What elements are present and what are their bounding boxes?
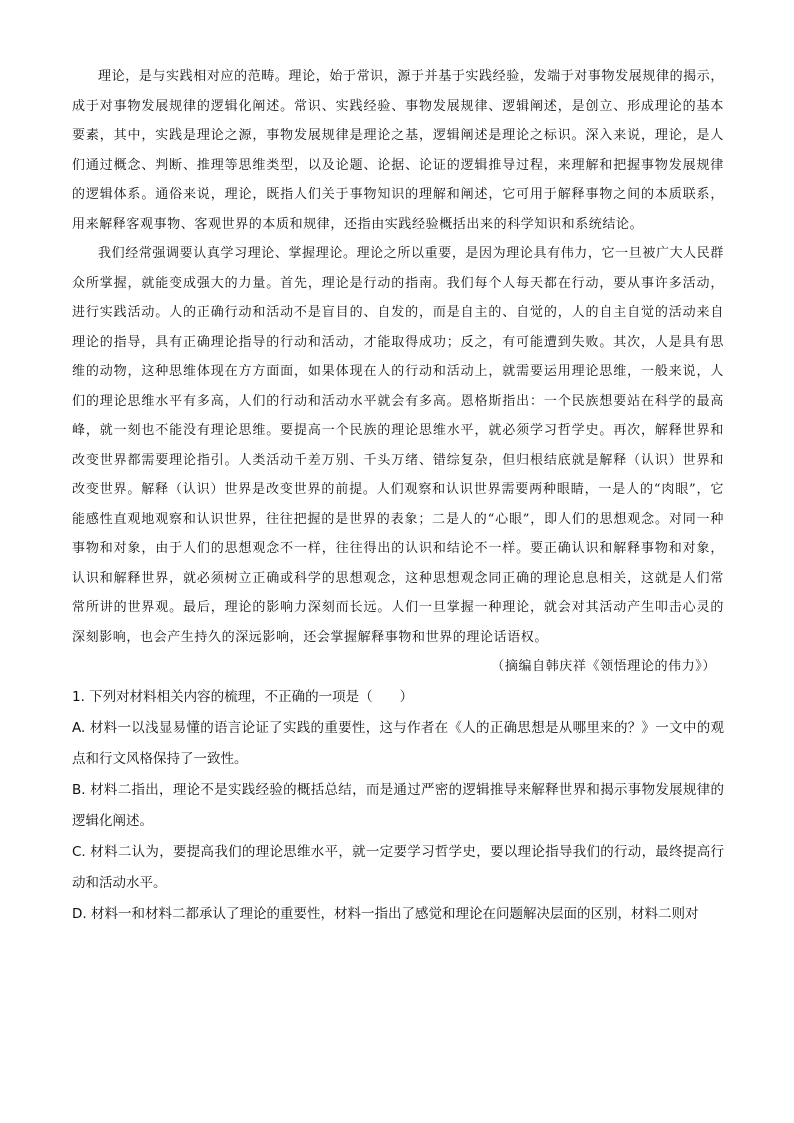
question-block xyxy=(72,682,724,930)
material-paragraph-2: 我们经常强调要认真学习理论、掌握理论。理论之所以重要，是因为理论具有伟力，它一旦被广大人民群众所掌握，就能变成强大的力量。首先，理论是行动的指南。我们每个人每天都在行动，要从事许多活动，进行实践活动。人的正确行动和活动不是盲目的、自发的，而是自主的、自觉的，人的自主自觉的活动来自理论的指导，具有正确理论指导的行动和活动，才能取得成功；反之，有可能遭到失败。其次，人是具有思维的动物，这种思维体现在方方面面，如果体现在人的行动和活动上，就需要运用理论思维，一般来说，人们的理论思维水平有多高，人们的行动和活动水平就会有多高。恩格斯指出：一个民族想要站在科学的最高峰，就一刻也不能没有理论思维。要提高一个民族的理论思维水平，就必须学习哲学史。再次，解释世界和改变世界都需要理论指引。人类活动千差万别、千头万绪、错综复杂，但归根结底就是解释（认识）世界和改变世界。解释（认识）世界是改变世界的前提。人们观察和认识世界需要两种眼睛，一是人的“肉眼”，它能感性直观地观察和认识世界，往往把握的是世界的表象；二是人的“心眼”，即人们的思想观念。对同一种事物和对象，由于人们的思想观念不一样，往往得出的认识和结论不一样。要正确认识和解释事物和对象，认识和解释世界，就必须树立正确或科学的思想观念，这种思想观念同正确的理论息息相关，这就是人们常常所讲的世界观。最后，理论的影响力深刻而长远。人们一旦掌握一种理论，就会对其活动产生叩击心灵的深刻影响，也会产生持久的深远影响，还会掌握解释事物和世界的理论话语权。 xyxy=(72,246,724,645)
option-b: B. 材料二指出，理论不是实践经验的概括总结，而是通过严密的逻辑推导来解释世界和揭示事物发展规律的逻辑化阐述。 xyxy=(72,781,724,829)
option-a: A. 材料一以浅显易懂的语言论证了实践的重要性，这与作者在《人的正确思想是从哪里来的？》一文中的观点和行文风格保持了一致性。 xyxy=(72,719,724,767)
material-paragraph-1: 理论，是与实践相对应的范畴。理论，始于常识，源于并基于实践经验，发端于对事物发展规律的揭示，成于对事物发展规律的逻辑化阐述。常识、实践经验、事物发展规律、逻辑阐述，是创立、形成理论的基本要素，其中，实践是理论之源，事物发展规律是理论之基，逻辑阐述是理论之标识。深入来说，理论，是人们通过概念、判断、推理等思维类型，以及论题、论据、论证的逻辑推导过程，来理解和把握事物发展规律的逻辑体系。通俗来说，理论，既指人们关于事物知识的理解和阐述，它可用于解释事物之间的本质联系，用来解释客观事物、客观世界的本质和规律，还指由实践经验概括出来的科学知识和系统结论。 xyxy=(72,69,724,232)
material-source: （摘编自韩庆祥《领悟理论的伟力》） xyxy=(491,659,716,674)
question-stem: 1. 下列对材料相关内容的梳理，不正确的一项是（ ） xyxy=(72,688,414,705)
option-d: D. 材料一和材料二都承认了理论的重要性，材料一指出了感觉和理论在问题解决层面的区别，材料二则对 xyxy=(72,905,699,922)
option-c: C. 材料二认为，要提高我们的理论思维水平，就一定要学习哲学史，要以理论指导我们的行动，最终提高行动和活动水平。 xyxy=(72,843,724,891)
document-page xyxy=(72,62,724,930)
